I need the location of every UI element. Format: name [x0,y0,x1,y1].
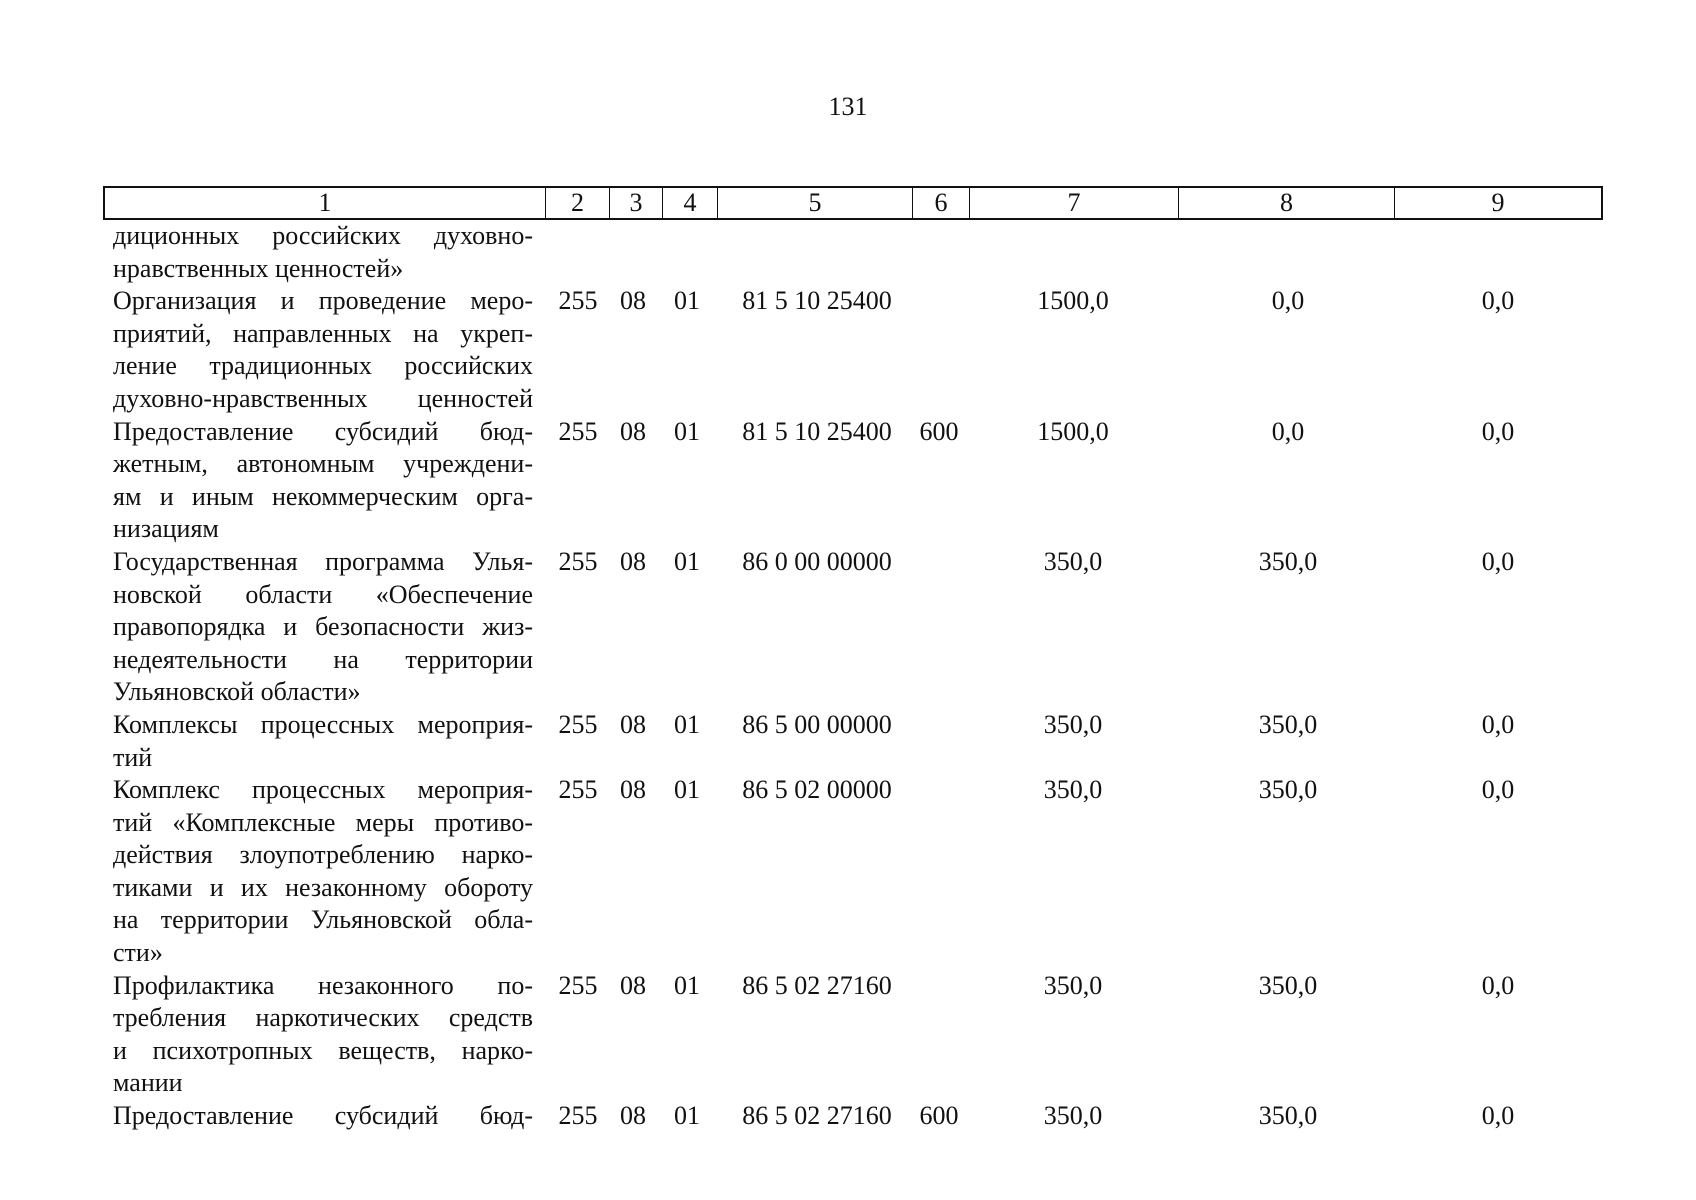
cell-col-4: 01 [674,1101,700,1131]
cell-col-5: 86 5 00 00000 [742,709,892,739]
description-line: духовно-нравственных ценностей [113,383,533,413]
description-line: недеятельности на территории [113,644,533,674]
header-cell: 7 [970,188,1179,218]
cell-col-2: 255 [558,970,598,1000]
header-cell: 3 [610,188,663,218]
description-line: Комплексы процессных мероприя- [113,709,533,739]
cell-col-7: 350,0 [1043,546,1103,576]
row-description [113,285,533,415]
cell-col-9: 0,0 [1481,970,1515,1000]
cell-col-8: 350,0 [1258,709,1318,739]
table-body [103,220,1603,1133]
table-row [103,285,1603,415]
cell-col-7: 1500,0 [1037,286,1109,316]
cell-col-7: 350,0 [1043,1101,1103,1131]
cell-col-2: 255 [558,546,598,576]
cell-col-8: 350,0 [1258,970,1318,1000]
description-line: Предоставление субсидий бюд- [113,1101,533,1131]
cell-col-9: 0,0 [1481,286,1515,316]
cell-col-4: 01 [674,709,700,739]
description-line: ям и иным некоммерческим орга- [113,481,533,511]
row-description [113,416,533,546]
cell-col-2: 255 [558,1101,598,1131]
description-line: мании [113,1068,183,1098]
description-line: Государственная программа Улья- [113,546,533,576]
description-line: тий [113,742,153,772]
table-row [103,1100,1603,1133]
cell-col-5: 86 5 02 27160 [742,1101,892,1131]
table-row [103,774,1603,970]
header-cell: 4 [663,188,718,218]
cell-col-8: 0,0 [1271,416,1305,446]
cell-col-3: 08 [620,546,646,576]
cell-col-3: 08 [620,286,646,316]
cell-col-4: 01 [674,546,700,576]
description-line: Предоставление субсидий бюд- [113,416,533,446]
header-cell: 5 [718,188,913,218]
cell-col-8: 0,0 [1271,286,1305,316]
cell-col-9: 0,0 [1481,775,1515,805]
description-line: Ульяновской области» [113,677,361,707]
description-line: Профилактика незаконного по- [113,970,533,1000]
description-line: правопорядка и безопасности жиз- [113,612,533,642]
budget-table [103,186,1603,1133]
cell-col-3: 08 [620,709,646,739]
table-row [103,970,1603,1100]
description-line: диционных российских духовно- [113,221,533,250]
row-description [113,220,533,285]
table-row [103,709,1603,774]
cell-col-3: 08 [620,416,646,446]
table-row [103,220,1603,285]
cell-col-8: 350,0 [1258,546,1318,576]
description-line: и психотропных веществ, нарко- [113,1035,533,1065]
cell-col-9: 0,0 [1481,546,1515,576]
row-description [113,774,533,970]
cell-col-2: 255 [558,286,598,316]
header-cell: 2 [546,188,610,218]
table-row [103,546,1603,709]
cell-col-5: 81 5 10 25400 [742,416,892,446]
header-cell: 9 [1491,188,1505,217]
table-header [103,186,1603,220]
cell-col-5: 86 5 02 00000 [742,775,892,805]
table-row [103,416,1603,546]
description-line: тий «Комплексные меры противо- [113,807,533,837]
cell-col-2: 255 [558,416,598,446]
row-description [113,1100,533,1133]
cell-col-6: 600 [919,416,959,446]
cell-col-3: 08 [620,970,646,1000]
description-line: требления наркотических средств [113,1003,533,1033]
cell-col-4: 01 [674,970,700,1000]
description-line: на территории Ульяновской обла- [113,905,533,935]
cell-col-2: 255 [558,775,598,805]
cell-col-9: 0,0 [1481,1101,1515,1131]
description-line: Комплекс процессных мероприя- [113,775,533,805]
description-line: нравственных ценностей» [113,253,404,283]
description-line: приятий, направленных на укреп- [113,318,533,348]
cell-col-4: 01 [674,775,700,805]
cell-col-3: 08 [620,775,646,805]
page-number: 131 [828,92,868,121]
description-line: жетным, автономным учреждени- [113,449,533,479]
row-description [113,709,533,774]
cell-col-2: 255 [558,709,598,739]
description-line: низациям [113,514,219,544]
cell-col-6: 600 [919,1101,959,1131]
cell-col-7: 350,0 [1043,709,1103,739]
cell-col-8: 350,0 [1258,775,1318,805]
cell-col-9: 0,0 [1481,709,1515,739]
header-cell: 8 [1179,188,1395,218]
cell-col-7: 350,0 [1043,775,1103,805]
cell-col-5: 81 5 10 25400 [742,286,892,316]
header-cell: 6 [913,188,970,218]
cell-col-5: 86 0 00 00000 [742,546,892,576]
cell-col-8: 350,0 [1258,1101,1318,1131]
cell-col-3: 08 [620,1101,646,1131]
cell-col-4: 01 [674,416,700,446]
row-description [113,970,533,1100]
cell-col-5: 86 5 02 27160 [742,970,892,1000]
description-line: действия злоупотреблению нарко- [113,840,533,870]
cell-col-4: 01 [674,286,700,316]
description-line: тиками и их незаконному обороту [113,872,533,902]
header-cell: 1 [105,188,546,218]
description-line: ление традиционных российских [113,351,533,381]
description-line: новской области «Обеспечение [113,579,533,609]
description-line: сти» [113,938,163,968]
description-line: Организация и проведение меро- [113,286,533,316]
cell-col-7: 1500,0 [1037,416,1109,446]
cell-col-7: 350,0 [1043,970,1103,1000]
row-description [113,546,533,709]
cell-col-9: 0,0 [1481,416,1515,446]
